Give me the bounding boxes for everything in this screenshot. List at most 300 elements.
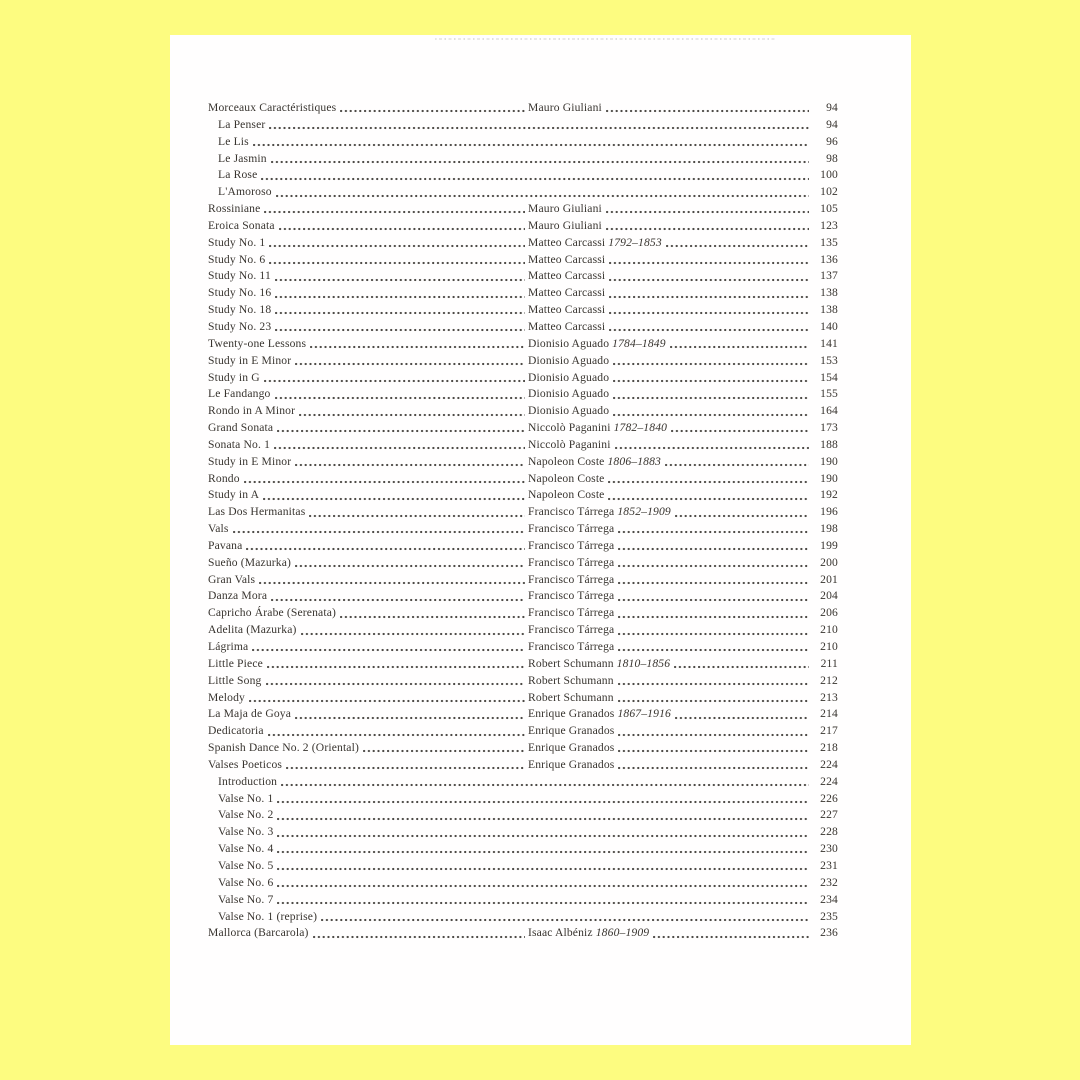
- toc-row: [208, 454, 838, 471]
- entry-page: 226: [820, 791, 838, 805]
- toc-row: [208, 673, 838, 690]
- entry-page: 212: [820, 673, 838, 687]
- toc-row-left: [208, 740, 528, 757]
- toc-row-left: [208, 420, 528, 437]
- entry-title: Le Fandango: [208, 387, 271, 401]
- leader-dots: [269, 244, 525, 248]
- toc-row-left: [208, 538, 528, 555]
- composer-dates: 1792–1853: [608, 235, 662, 249]
- entry-page: 135: [820, 235, 838, 249]
- toc-row-left: [208, 723, 528, 740]
- entry-page: 98: [826, 151, 838, 165]
- entry-title: Study in A: [208, 488, 260, 502]
- toc-row: [208, 706, 838, 723]
- composer-name: Enrique Granados: [528, 707, 615, 721]
- toc-row: [208, 875, 838, 892]
- toc-row: [208, 656, 838, 673]
- entry-composer: [528, 622, 812, 639]
- toc-row-left: [208, 252, 528, 269]
- leader-dots: [264, 379, 525, 383]
- toc-row: [208, 319, 838, 336]
- entry-page: 201: [820, 572, 838, 586]
- entry-title: Valse No. 2: [218, 808, 274, 822]
- leader-dots: [264, 210, 525, 214]
- leader-dots-mid: [618, 733, 809, 737]
- entry-title: Las Dos Hermanitas: [208, 505, 306, 519]
- leader-dots: [299, 413, 525, 417]
- entry-page: 154: [820, 370, 838, 384]
- toc-row-left: [208, 117, 812, 134]
- toc-row: [208, 117, 838, 134]
- entry-title: Vals: [208, 522, 229, 536]
- entry-title: Lágrima: [208, 640, 249, 653]
- toc-row-left: [208, 690, 528, 707]
- leader-dots: [340, 109, 525, 113]
- leader-dots: [295, 564, 525, 568]
- leader-dots-mid: [666, 244, 809, 248]
- entry-title: Study in E Minor: [208, 454, 292, 468]
- entry-title: Dedicatoria: [208, 724, 264, 738]
- composer-dates: 1867–1916: [617, 707, 671, 721]
- composer-name: Dionisio Aguado: [528, 336, 610, 350]
- toc-row-left: [208, 892, 812, 909]
- composer-name: Francisco Tárrega: [528, 522, 615, 536]
- entry-page: 94: [826, 101, 838, 114]
- toc-row: [208, 909, 838, 926]
- entry-composer: [528, 521, 812, 538]
- toc-row: [208, 437, 838, 454]
- toc-row-left: [208, 639, 528, 656]
- toc-row-left: [208, 437, 528, 454]
- entry-page: 231: [820, 858, 838, 872]
- entry-page: 196: [820, 505, 838, 519]
- entry-page: 190: [820, 471, 838, 485]
- entry-composer: [528, 605, 812, 622]
- leader-dots: [275, 278, 525, 282]
- composer-name: Francisco Tárrega: [528, 555, 615, 569]
- entry-page: 236: [820, 926, 838, 940]
- entry-page: 217: [820, 724, 838, 738]
- entry-title: Study No. 16: [208, 286, 272, 300]
- entry-title: Little Piece: [208, 656, 263, 670]
- entry-composer: [528, 723, 812, 740]
- composer-name: Robert Schumann: [528, 690, 614, 704]
- entry-page: 138: [820, 303, 838, 317]
- entry-composer: [528, 690, 812, 707]
- toc-row-left: [208, 353, 528, 370]
- toc-row-left: [208, 841, 812, 858]
- book-page: [170, 35, 911, 1045]
- leader-dots: [275, 295, 525, 299]
- toc-row-left: [208, 791, 812, 808]
- leader-dots-mid: [608, 497, 809, 501]
- composer-name: Matteo Carcassi: [528, 303, 606, 317]
- entry-title: Rondo: [208, 471, 240, 485]
- toc-row: [208, 521, 838, 538]
- leader-dots: [277, 800, 809, 804]
- leader-dots-mid: [618, 598, 809, 602]
- composer-name: Francisco Tárrega: [528, 538, 615, 552]
- entry-composer: [528, 555, 812, 572]
- entry-composer: [528, 235, 812, 252]
- composer-name: Niccolò Paganini: [528, 421, 611, 435]
- toc-row-left: [208, 757, 528, 774]
- leader-dots-mid: [671, 429, 809, 433]
- composer-dates: 1784–1849: [612, 336, 666, 350]
- composer-name: Mauro Giuliani: [528, 202, 602, 216]
- leader-dots: [274, 446, 525, 450]
- entry-composer: [528, 285, 812, 302]
- leader-dots-mid: [618, 648, 809, 652]
- leader-dots-mid: [613, 396, 809, 400]
- entry-title: Study No. 23: [208, 319, 272, 333]
- toc-list: [208, 100, 838, 942]
- leader-dots: [277, 901, 809, 905]
- composer-name: Niccolò Paganini: [528, 437, 611, 451]
- entry-composer: [528, 370, 812, 387]
- toc-row-left: [208, 605, 528, 622]
- entry-page: 200: [820, 555, 838, 569]
- entry-title: Melody: [208, 690, 245, 704]
- composer-name: Francisco Tárrega: [528, 606, 615, 620]
- toc-row: [208, 420, 838, 437]
- leader-dots: [363, 749, 525, 753]
- composer-dates: 1782–1840: [613, 421, 668, 435]
- toc-row-left: [208, 774, 812, 791]
- entry-title: Study in G: [208, 370, 260, 384]
- leader-dots-mid: [618, 766, 809, 770]
- entry-title: Study No. 1: [208, 235, 266, 249]
- leader-dots: [266, 682, 526, 686]
- leader-dots-mid: [618, 547, 809, 551]
- composer-name: Dionisio Aguado: [528, 404, 610, 418]
- entry-page: 230: [820, 842, 838, 856]
- leader-dots-mid: [618, 564, 809, 568]
- toc-row: [208, 403, 838, 420]
- composer-name: Isaac Albéniz: [528, 926, 593, 940]
- entry-title: Valse No. 1 (reprise): [218, 909, 318, 923]
- entry-title: Le Lis: [218, 134, 249, 148]
- toc-row-left: [208, 487, 528, 504]
- entry-title: Rossiniane: [208, 202, 261, 216]
- composer-name: Enrique Granados: [528, 741, 615, 755]
- toc-row-left: [208, 555, 528, 572]
- entry-composer: [528, 302, 812, 319]
- composer-name: Enrique Granados: [528, 757, 615, 771]
- entry-title: Valse No. 1: [218, 791, 274, 805]
- leader-dots-mid: [618, 682, 809, 686]
- entry-page: 214: [820, 707, 838, 721]
- entry-composer: [528, 673, 812, 690]
- toc-row: [208, 757, 838, 774]
- entry-composer: [528, 100, 812, 117]
- toc-row: [208, 504, 838, 521]
- composer-name: Matteo Carcassi: [528, 252, 606, 266]
- entry-page: 100: [820, 168, 838, 182]
- composer-name: Robert Schumann: [528, 656, 614, 670]
- composer-dates: 1852–1909: [617, 505, 671, 519]
- entry-page: 213: [820, 690, 838, 704]
- composer-name: Francisco Tárrega: [528, 640, 615, 653]
- leader-dots-mid: [613, 362, 809, 366]
- entry-title: Study No. 6: [208, 252, 266, 266]
- composer-name: Dionisio Aguado: [528, 370, 610, 384]
- entry-page: 232: [820, 875, 838, 889]
- entry-page: 210: [820, 640, 838, 653]
- leader-dots: [263, 497, 525, 501]
- entry-title: Valses Poeticos: [208, 757, 283, 771]
- leader-dots: [246, 547, 525, 551]
- entry-page: 164: [820, 404, 838, 418]
- leader-dots: [249, 699, 525, 703]
- composer-name: Matteo Carcassi: [528, 319, 606, 333]
- toc-row: [208, 285, 838, 302]
- leader-dots: [275, 396, 525, 400]
- toc-row-left: [208, 807, 812, 824]
- entry-composer: [528, 353, 812, 370]
- composer-name: Matteo Carcassi: [528, 286, 606, 300]
- entry-page: 123: [820, 218, 838, 232]
- entry-title: La Maja de Goya: [208, 707, 292, 721]
- leader-dots-mid: [613, 379, 809, 383]
- toc-row: [208, 100, 838, 117]
- leader-dots: [271, 160, 809, 164]
- entry-title: Grand Sonata: [208, 421, 274, 435]
- toc-row: [208, 235, 838, 252]
- toc-row-left: [208, 235, 528, 252]
- toc-row: [208, 588, 838, 605]
- toc-row: [208, 791, 838, 808]
- entry-composer: [528, 437, 812, 454]
- toc-row: [208, 538, 838, 555]
- toc-row-left: [208, 706, 528, 723]
- toc-row-left: [208, 622, 528, 639]
- toc-row: [208, 218, 838, 235]
- entry-composer: [528, 471, 812, 488]
- composer-name: Napoleon Coste: [528, 454, 605, 468]
- leader-dots: [276, 194, 809, 198]
- toc-row-left: [208, 673, 528, 690]
- entry-composer: [528, 201, 812, 218]
- composer-name: Matteo Carcassi: [528, 235, 606, 249]
- entry-page: 234: [820, 892, 838, 906]
- leader-dots: [279, 227, 525, 231]
- leader-dots-mid: [618, 632, 809, 636]
- toc-row: [208, 151, 838, 168]
- toc-row: [208, 268, 838, 285]
- leader-dots-mid: [675, 716, 809, 720]
- entry-page: 211: [820, 656, 838, 670]
- leader-dots-mid: [609, 278, 809, 282]
- toc-row-left: [208, 386, 528, 403]
- toc-row-left: [208, 521, 528, 538]
- toc-row: [208, 723, 838, 740]
- entry-title: Rondo in A Minor: [208, 404, 296, 418]
- entry-title: Valse No. 4: [218, 842, 274, 856]
- entry-page: 102: [820, 185, 838, 199]
- leader-dots: [269, 261, 525, 265]
- entry-title: Valse No. 6: [218, 875, 274, 889]
- composer-name: Napoleon Coste: [528, 471, 605, 485]
- entry-page: 141: [820, 336, 838, 350]
- entry-composer: [528, 252, 812, 269]
- entry-page: 235: [820, 909, 838, 923]
- entry-title: Gran Vals: [208, 572, 256, 586]
- leader-dots: [286, 766, 525, 770]
- composer-dates: 1860–1909: [595, 926, 650, 940]
- entry-title: Mallorca (Barcarola): [208, 926, 309, 940]
- toc-row: [208, 555, 838, 572]
- leader-dots-mid: [670, 345, 809, 349]
- leader-dots: [321, 918, 809, 922]
- entry-page: 138: [820, 286, 838, 300]
- entry-title: Sonata No. 1: [208, 437, 271, 451]
- leader-dots: [295, 716, 525, 720]
- toc-row: [208, 252, 838, 269]
- leader-dots: [277, 834, 809, 838]
- leader-dots: [253, 143, 809, 147]
- leader-dots-mid: [618, 615, 809, 619]
- entry-page: 140: [820, 319, 838, 333]
- toc-row: [208, 690, 838, 707]
- toc-row-left: [208, 656, 528, 673]
- composer-dates: 1810–1856: [616, 656, 671, 670]
- leader-dots-mid: [606, 227, 809, 231]
- leader-dots-mid: [609, 311, 809, 315]
- composer-name: Mauro Giuliani: [528, 218, 602, 232]
- leader-dots: [261, 177, 809, 181]
- entry-composer: [528, 656, 812, 673]
- composer-name: Francisco Tárrega: [528, 572, 615, 586]
- toc-row: [208, 184, 838, 201]
- entry-composer: [528, 454, 812, 471]
- entry-composer: [528, 403, 812, 420]
- composer-name: Matteo Carcassi: [528, 269, 606, 283]
- entry-composer: [528, 420, 812, 437]
- toc-row-left: [208, 824, 812, 841]
- leader-dots-mid: [618, 699, 809, 703]
- toc-row-left: [208, 302, 528, 319]
- toc-row-left: [208, 471, 528, 488]
- entry-page: 204: [820, 589, 838, 603]
- toc-row: [208, 605, 838, 622]
- entry-title: Eroica Sonata: [208, 218, 275, 232]
- toc-row-left: [208, 167, 812, 184]
- entry-title: Le Jasmin: [218, 151, 267, 165]
- entry-title: Study No. 18: [208, 303, 272, 317]
- header-text-smudge: [435, 38, 775, 41]
- entry-composer: [528, 639, 812, 656]
- entry-composer: [528, 538, 812, 555]
- leader-dots: [244, 480, 525, 484]
- entry-composer: [528, 487, 812, 504]
- entry-page: 218: [820, 741, 838, 755]
- leader-dots: [313, 935, 525, 939]
- toc-row: [208, 471, 838, 488]
- leader-dots: [269, 126, 809, 130]
- leader-dots: [277, 867, 809, 871]
- entry-page: 96: [826, 134, 838, 148]
- leader-dots-mid: [615, 446, 809, 450]
- leader-dots-mid: [609, 328, 809, 332]
- toc-row-left: [208, 134, 812, 151]
- cut-off-header-text: [435, 35, 775, 41]
- entry-page: 190: [820, 454, 838, 468]
- entry-page: 199: [820, 538, 838, 552]
- toc-row-left: [208, 268, 528, 285]
- leader-dots-mid: [608, 480, 809, 484]
- entry-title: Valse No. 5: [218, 858, 274, 872]
- toc-row: [208, 487, 838, 504]
- entry-title: Spanish Dance No. 2 (Oriental): [208, 741, 359, 755]
- toc-row-left: [208, 875, 812, 892]
- toc-row-left: [208, 504, 528, 521]
- entry-page: 94: [826, 117, 838, 131]
- entry-page: 105: [820, 202, 838, 216]
- toc-row: [208, 807, 838, 824]
- toc-row-left: [208, 218, 528, 235]
- toc-row: [208, 639, 838, 656]
- toc-row-left: [208, 100, 528, 117]
- leader-dots: [277, 850, 809, 854]
- leader-dots: [309, 514, 525, 518]
- leader-dots: [277, 429, 525, 433]
- leader-dots-mid: [606, 109, 809, 113]
- toc-row: [208, 740, 838, 757]
- toc-row: [208, 774, 838, 791]
- leader-dots-mid: [609, 261, 809, 265]
- entry-title: Twenty-one Lessons: [208, 336, 307, 350]
- toc-row-left: [208, 285, 528, 302]
- entry-page: 228: [820, 825, 838, 839]
- leader-dots: [267, 665, 525, 669]
- entry-composer: [528, 706, 812, 723]
- toc-row: [208, 167, 838, 184]
- leader-dots: [340, 615, 525, 619]
- toc-row-left: [208, 201, 528, 218]
- composer-name: Dionisio Aguado: [528, 353, 610, 367]
- leader-dots: [277, 884, 809, 888]
- toc-row: [208, 386, 838, 403]
- leader-dots-mid: [609, 295, 809, 299]
- leader-dots: [252, 648, 525, 652]
- composer-name: Francisco Tárrega: [528, 589, 615, 603]
- composer-name: Robert Schumann: [528, 673, 614, 687]
- entry-page: 153: [820, 353, 838, 367]
- leader-dots-mid: [618, 749, 809, 753]
- entry-page: 210: [820, 623, 838, 637]
- leader-dots: [310, 345, 525, 349]
- entry-page: 224: [820, 757, 838, 771]
- leader-dots: [295, 362, 525, 366]
- toc-row: [208, 353, 838, 370]
- entry-page: 155: [820, 387, 838, 401]
- leader-dots: [301, 632, 526, 636]
- entry-page: 206: [820, 606, 838, 620]
- leader-dots-mid: [613, 413, 809, 417]
- entry-title: Pavana: [208, 538, 243, 552]
- entry-page: 198: [820, 522, 838, 536]
- toc-row: [208, 925, 838, 942]
- toc-row-left: [208, 454, 528, 471]
- toc-row: [208, 622, 838, 639]
- entry-page: 227: [820, 808, 838, 822]
- entry-title: La Penser: [218, 117, 266, 131]
- toc-row: [208, 572, 838, 589]
- composer-name: Mauro Giuliani: [528, 101, 602, 114]
- toc-row-left: [208, 319, 528, 336]
- entry-composer: [528, 386, 812, 403]
